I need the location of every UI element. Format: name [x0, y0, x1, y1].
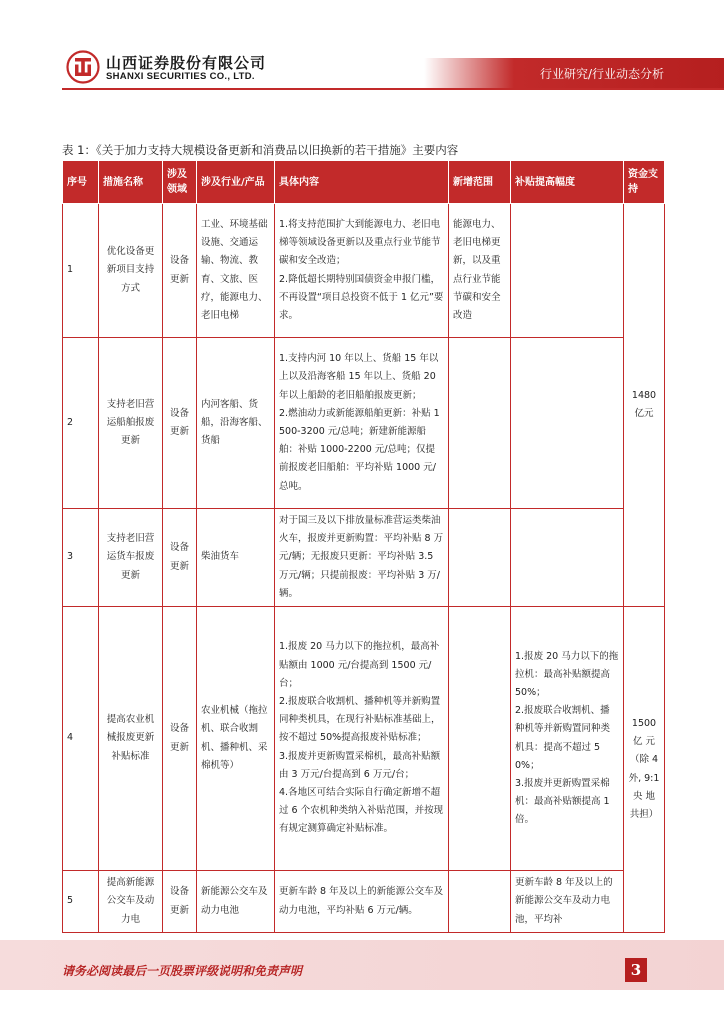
cell-name: 优化设备更新项目支持方式: [99, 204, 163, 338]
cell-funding-1: 1480 亿元: [624, 204, 665, 607]
cell-raise: 1.报废 20 马力以下的拖拉机：最高补贴额提高 50%； 2.报废联合收割机、播种机等并新购置同种类机具：提高不超过 50%； 3.报废并更新购置采棉机：最高补贴额提高 1 倍。: [511, 607, 624, 871]
section-label: 行业研究/行业动态分析: [539, 67, 664, 81]
cell-raise: 更新车龄 8 年及以上的新能源公交车及动力电池，平均补: [511, 871, 624, 933]
cell-scope: [449, 607, 511, 871]
table-caption: 表 1：《关于加力支持大规模设备更新和消费品以旧换新的若干措施》主要内容: [62, 143, 459, 157]
cell-field: 设备更新: [163, 871, 197, 933]
cell-no: 1: [63, 204, 99, 338]
header-industry: 涉及行业/产品: [197, 161, 275, 204]
cell-name: 支持老旧营运货车报废更新: [99, 509, 163, 607]
cell-name: 支持老旧营运船舶报废更新: [99, 338, 163, 509]
cell-field: 设备更新: [163, 607, 197, 871]
header-raise: 补贴提高幅度: [511, 161, 624, 204]
cell-funding-2: 1500 亿 元（除 4 外, 9:1 央 地 共担）: [624, 607, 665, 933]
cell-scope: [449, 871, 511, 933]
measures-table: [62, 160, 665, 933]
cell-raise: [511, 204, 624, 338]
page-number: 3: [625, 958, 647, 982]
cell-content: 1.报废 20 马力以下的拖拉机，最高补贴额由 1000 元/台提高到 1500 元/台； 2.报废联合收割机、播种机等并新购置同种类机具，在现行补贴标准基础上，按不超过 50%提高报废补贴标准； 3.报废并更新购置采棉机，最高补贴额由 3 万元/台提高到 6 万元/台； 4.各地区可结合实际自行确定新增不超过 6 个农机种类纳入补贴范围，并按现有规定测算确定补贴标准。: [275, 607, 449, 871]
table-row: [63, 871, 665, 933]
cell-no: 5: [63, 871, 99, 933]
table-row: [63, 607, 665, 871]
cell-content: 1.支持内河 10 年以上、货船 15 年以上以及沿海客船 15 年以上、货船 20 年以上船龄的老旧船舶报废更新； 2.燃油动力或新能源船舶更新：补贴 1500-3200 元/总吨；新建新能源船舶：补贴 1000-2200 元/总吨；仅提前报废老旧船舶：平均补贴 1000 元/总吨。: [275, 338, 449, 509]
company-name-en: SHANXI SECURITIES CO., LTD.: [106, 71, 255, 82]
cell-content: 1.将支持范围扩大到能源电力、老旧电梯等领域设备更新以及重点行业节能节碳和安全改造； 2.降低超长期特别国债资金申报门槛，不再设置“项目总投资不低于 1 亿元”要求。: [275, 204, 449, 338]
cell-field: 设备更新: [163, 338, 197, 509]
header-name: 措施名称: [99, 161, 163, 204]
table-row: [63, 204, 665, 338]
cell-scope: 能源电力、老旧电梯更新，以及重点行业节能节碳和安全改造: [449, 204, 511, 338]
company-logo: [66, 50, 100, 84]
header-divider: [62, 88, 724, 90]
header-funding: 资金支持: [624, 161, 665, 204]
header-field: 涉及领域: [163, 161, 197, 204]
header-no: 序号: [63, 161, 99, 204]
cell-raise: [511, 509, 624, 607]
cell-raise: [511, 338, 624, 509]
cell-scope: [449, 509, 511, 607]
cell-name: 提高农业机械报废更新补贴标准: [99, 607, 163, 871]
cell-field: 设备更新: [163, 204, 197, 338]
section-banner: [424, 58, 724, 88]
cell-industry: 新能源公交车及动力电池: [197, 871, 275, 933]
company-name-cn: 山西证券股份有限公司: [106, 54, 267, 72]
cell-no: 3: [63, 509, 99, 607]
cell-field: 设备更新: [163, 509, 197, 607]
cell-industry: 柴油货车: [197, 509, 275, 607]
cell-no: 2: [63, 338, 99, 509]
header-content: 具体内容: [275, 161, 449, 204]
footer-disclaimer: 请务必阅读最后一页股票评级说明和免责声明: [62, 964, 303, 978]
cell-industry: 工业、环境基础设施、交通运输、物流、教育、文旅、医疗，能源电力、老旧电梯: [197, 204, 275, 338]
cell-content: 更新车龄 8 年及以上的新能源公交车及动力电池，平均补贴 6 万元/辆。: [275, 871, 449, 933]
cell-industry: 内河客船、货船，沿海客船、货船: [197, 338, 275, 509]
cell-scope: [449, 338, 511, 509]
cell-industry: 农业机械（拖拉机、联合收割机、播种机、采棉机等）: [197, 607, 275, 871]
table-header-row: [63, 161, 665, 204]
table-row: [63, 509, 665, 607]
cell-name: 提高新能源公交车及动力电: [99, 871, 163, 933]
table-row: [63, 338, 665, 509]
header-scope: 新增范围: [449, 161, 511, 204]
cell-no: 4: [63, 607, 99, 871]
cell-content: 对于国三及以下排放量标准营运类柴油火车，报废并更新购置：平均补贴 8 万元/辆；无报废只更新：平均补贴 3.5 万元/辆；只提前报废：平均补贴 3 万/辆。: [275, 509, 449, 607]
